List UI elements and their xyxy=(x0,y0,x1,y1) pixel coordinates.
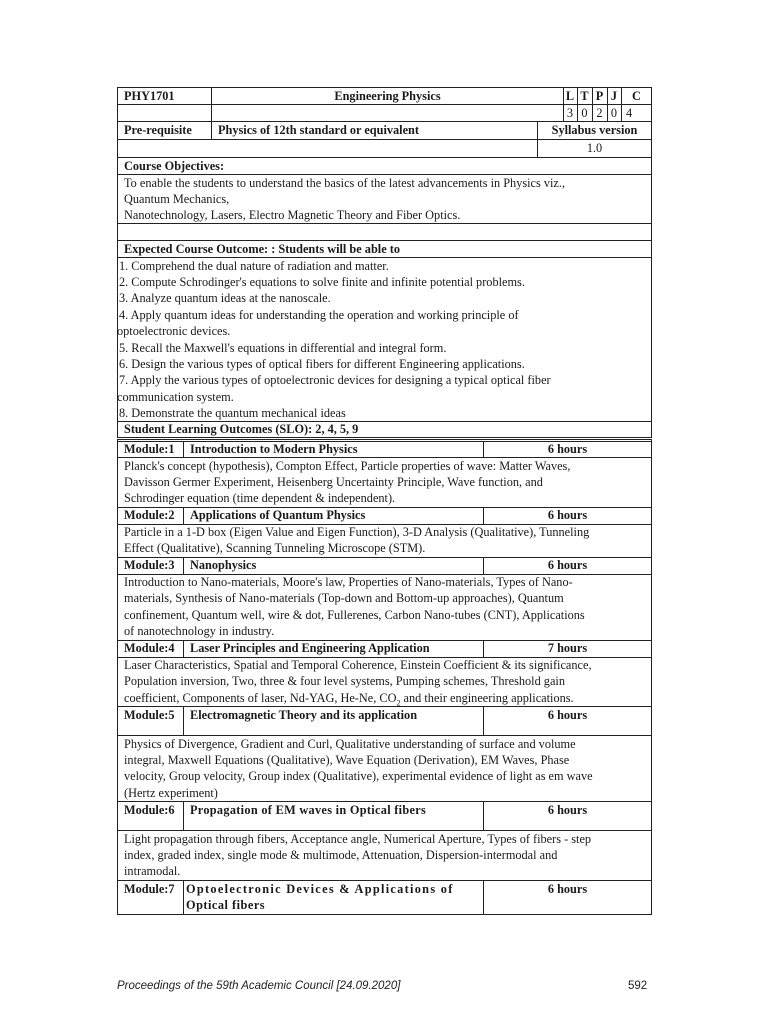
outcome-item: 3. Analyze quantum ideas at the nanoscale. xyxy=(119,291,331,305)
module-content-line: Effect (Qualitative), Scanning Tunneling Microscope (STM). xyxy=(124,541,426,555)
module-label: Module:5 xyxy=(124,708,175,722)
module-label: Module:1 xyxy=(124,442,175,456)
ltpjc-label-p: P xyxy=(595,89,604,103)
module-content-text: and their engineering applications. xyxy=(400,691,574,705)
module-hours: 6 hours xyxy=(547,882,588,896)
module-content-line: Light propagation through fibers, Acceptance angle, Numerical Aperture, Types of fibers - step xyxy=(124,832,592,846)
footer-proceedings: Proceedings of the 59th Academic Council [24.09.2020] xyxy=(117,980,401,992)
module-content-line: Introduction to Nano-materials, Moore's law, Properties of Nano-materials, Types of Nano- xyxy=(124,575,573,589)
module-content-line: intramodal. xyxy=(124,864,181,878)
module-content-line: of nanotechnology in industry. xyxy=(124,624,275,638)
objectives-line: Quantum Mechanics, xyxy=(124,192,230,206)
module-content-line: velocity, Group velocity, Group index (Qualitative), experimental evidence of light as em wave xyxy=(124,769,593,783)
outcome-item: 6. Design the various types of optical fibers for different Engineering applications. xyxy=(119,357,525,371)
ltpjc-value-p: 2 xyxy=(596,106,603,120)
ltpjc-value-l: 3 xyxy=(566,106,574,120)
module-hours: 6 hours xyxy=(547,558,588,572)
module-title: Applications of Quantum Physics xyxy=(190,508,366,522)
module-label: Module:4 xyxy=(124,641,175,655)
outcome-item: 8. Demonstrate the quantum mechanical ideas xyxy=(119,406,346,420)
module-title: Electromagnetic Theory and its application xyxy=(190,708,418,722)
module-content-line: Particle in a 1-D box (Eigen Value and Eigen Function), 3-D Analysis (Qualitative), Tunneling xyxy=(124,525,590,539)
subscript-2: 2 xyxy=(396,698,401,708)
syllabus-version-label: Syllabus version xyxy=(551,123,638,137)
module-label: Module:7 xyxy=(124,882,175,896)
footer-page-number: 592 xyxy=(628,980,648,992)
module-hours: 6 hours xyxy=(547,708,588,722)
module-label: Module:6 xyxy=(124,803,175,817)
outcome-item: 5. Recall the Maxwell's equations in differential and integral form. xyxy=(119,341,447,355)
module-content-line: Laser Characteristics, Spatial and Temporal Coherence, Einstein Coefficient & its significance, xyxy=(124,658,592,672)
module-title: Optical fibers xyxy=(186,898,266,912)
ltpjc-label-j: J xyxy=(610,89,618,103)
outcome-item: 1. Comprehend the dual nature of radiation and matter. xyxy=(119,259,389,273)
objectives-title: Course Objectives: xyxy=(124,159,225,173)
module-hours: 7 hours xyxy=(547,641,588,655)
module-label: Module:2 xyxy=(124,508,175,522)
outcomes-title: Expected Course Outcome: : Students will be able to xyxy=(124,242,400,256)
module-content-line: Schrodinger equation (time dependent & independent). xyxy=(124,491,396,505)
module-content-line: Population inversion, Two, three & four level systems, Pumping schemes, Threshold gain xyxy=(124,674,565,688)
module-hours: 6 hours xyxy=(547,508,588,522)
module-content-line: Physics of Divergence, Gradient and Curl, Qualitative understanding of surface and volume xyxy=(124,737,576,751)
module-content-line: integral, Maxwell Equations (Qualitative), Wave Equation (Derivation), EM Waves, Phase xyxy=(124,753,570,767)
module-content-line: index, graded index, single mode & multimode, Attenuation, Dispersion-intermodal and xyxy=(124,848,558,862)
module-content-line: Davisson Germer Experiment, Heisenberg Uncertainty Principle, Wave function, and xyxy=(124,475,543,489)
module-title: Nanophysics xyxy=(190,558,257,572)
module-content-line: materials, Synthesis of Nano-materials (Top-down and Bottom-up approaches), Quantum xyxy=(124,591,564,605)
module-title: Optoelectronic Devices & Applications of xyxy=(186,882,454,896)
module-title: Introduction to Modern Physics xyxy=(190,442,358,456)
module-content-line: confinement, Quantum well, wire & dot, Fullerenes, Carbon Nano-tubes (CNT), Applications xyxy=(124,608,585,622)
ltpjc-value-c: 4 xyxy=(626,106,633,120)
prerequisite-label: Pre-requisite xyxy=(124,123,192,137)
outcome-item: 4. Apply quantum ideas for understanding the operation and working principle of xyxy=(119,308,519,322)
outcome-item: 2. Compute Schrodinger's equations to solve finite and infinite potential problems. xyxy=(119,275,525,289)
module-content-text: coefficient, Components of laser, Nd-YAG, He-Ne, CO xyxy=(124,691,397,705)
course-title: Engineering Physics xyxy=(334,89,441,103)
module-content-line: (Hertz experiment) xyxy=(124,786,218,800)
course-code: PHY1701 xyxy=(124,89,175,103)
ltpjc-label-c: C xyxy=(632,89,641,103)
ltpjc-value-j: 0 xyxy=(610,106,618,120)
module-label: Module:3 xyxy=(124,558,175,572)
outcome-item: communication system. xyxy=(117,390,234,404)
module-content-line: Planck's concept (hypothesis), Compton Effect, Particle properties of wave: Matter Waves, xyxy=(124,459,571,473)
prerequisite-value: Physics of 12th standard or equivalent xyxy=(218,123,419,137)
module-title: Propagation of EM waves in Optical fibers xyxy=(190,803,427,817)
module-hours: 6 hours xyxy=(547,803,588,817)
syllabus-version-value: 1.0 xyxy=(586,141,603,155)
objectives-line: To enable the students to understand the basics of the latest advancements in Physics viz., xyxy=(124,176,566,190)
outcome-item: 7. Apply the various types of optoelectronic devices for designing a typical optical fiber xyxy=(119,373,551,387)
ltpjc-label-l: L xyxy=(565,89,575,103)
slo-text: Student Learning Outcomes (SLO): 2, 4, 5, 9 xyxy=(124,422,359,436)
objectives-line: Nanotechnology, Lasers, Electro Magnetic Theory and Fiber Optics. xyxy=(124,208,461,222)
outcome-item: optoelectronic devices. xyxy=(117,324,231,338)
ltpjc-label-t: T xyxy=(580,89,589,103)
module-hours: 6 hours xyxy=(547,442,588,456)
module-title: Laser Principles and Engineering Application xyxy=(190,641,430,655)
ltpjc-value-t: 0 xyxy=(581,106,588,120)
